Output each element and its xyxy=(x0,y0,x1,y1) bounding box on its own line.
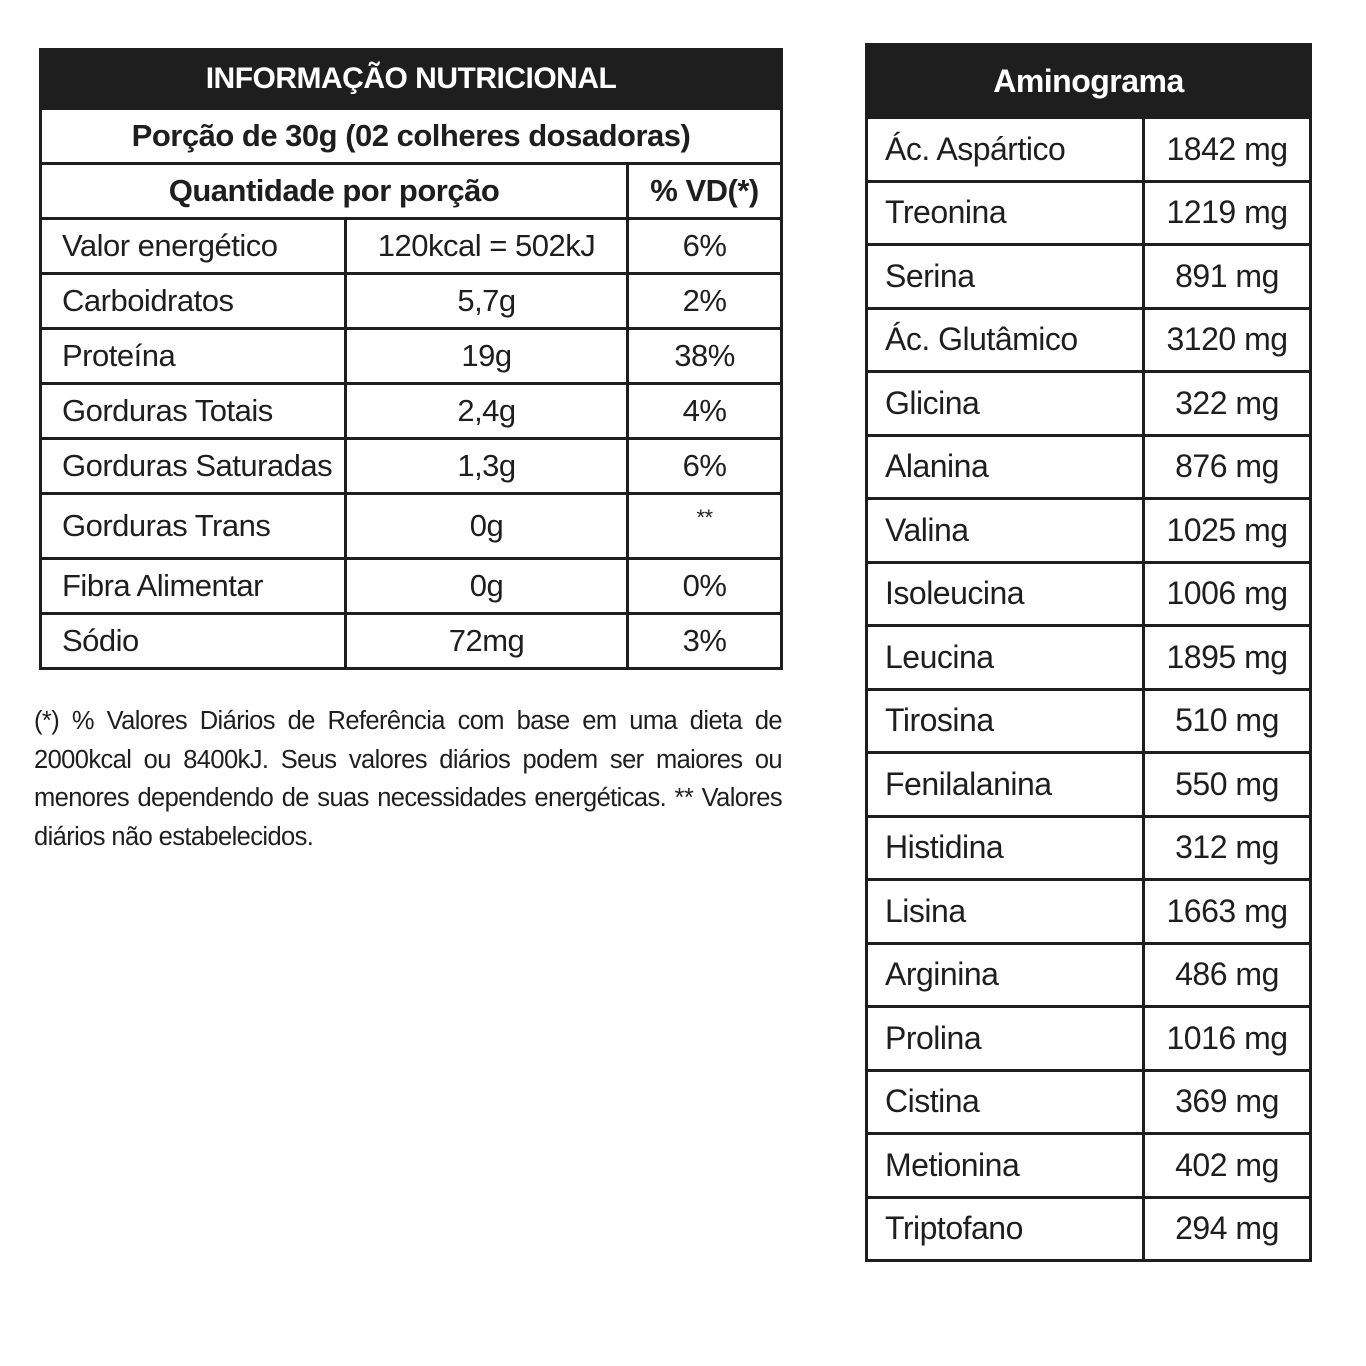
amino-name: Cistina xyxy=(867,1070,1144,1134)
amino-row xyxy=(867,1134,1311,1198)
amino-name: Triptofano xyxy=(867,1197,1144,1261)
nutrition-row xyxy=(41,384,782,439)
amino-value: 1025 mg xyxy=(1144,499,1311,563)
nutrition-row xyxy=(41,494,782,559)
header-vd: % VD(*) xyxy=(628,164,782,219)
amino-row xyxy=(867,1007,1311,1071)
nutrient-name: Gorduras Trans xyxy=(41,494,346,559)
amino-row xyxy=(867,689,1311,753)
amino-value: 1663 mg xyxy=(1144,880,1311,944)
nutrient-vd: 3% xyxy=(628,614,782,669)
amino-row xyxy=(867,372,1311,436)
nutrition-row xyxy=(41,559,782,614)
aminograma-title: Aminograma xyxy=(867,45,1311,118)
amino-value: 1842 mg xyxy=(1144,118,1311,182)
amino-value: 1016 mg xyxy=(1144,1007,1311,1071)
amino-value: 322 mg xyxy=(1144,372,1311,436)
amino-name: Alanina xyxy=(867,435,1144,499)
nutrient-amount: 0g xyxy=(346,559,628,614)
amino-name: Lisina xyxy=(867,880,1144,944)
nutrition-title-row xyxy=(41,50,782,109)
nutrient-vd: 38% xyxy=(628,329,782,384)
nutrient-amount: 1,3g xyxy=(346,439,628,494)
aminograma-panel xyxy=(865,43,1309,1262)
amino-name: Leucina xyxy=(867,626,1144,690)
nutrient-name: Gorduras Totais xyxy=(41,384,346,439)
amino-row xyxy=(867,245,1311,309)
nutrient-vd: 2% xyxy=(628,274,782,329)
nutrient-vd: 6% xyxy=(628,439,782,494)
nutrient-amount: 0g xyxy=(346,494,628,559)
amino-row xyxy=(867,943,1311,1007)
amino-name: Ác. Glutâmico xyxy=(867,308,1144,372)
nutrient-name: Valor energético xyxy=(41,219,346,274)
amino-value: 510 mg xyxy=(1144,689,1311,753)
amino-name: Tirosina xyxy=(867,689,1144,753)
amino-row xyxy=(867,880,1311,944)
nutrient-amount: 72mg xyxy=(346,614,628,669)
nutrient-amount: 19g xyxy=(346,329,628,384)
amino-name: Glicina xyxy=(867,372,1144,436)
amino-name: Metionina xyxy=(867,1134,1144,1198)
nutrition-header-row xyxy=(41,164,782,219)
amino-name: Isoleucina xyxy=(867,562,1144,626)
nutrient-name: Fibra Alimentar xyxy=(41,559,346,614)
amino-name: Arginina xyxy=(867,943,1144,1007)
nutrient-name: Carboidratos xyxy=(41,274,346,329)
amino-value: 369 mg xyxy=(1144,1070,1311,1134)
nutrition-row xyxy=(41,614,782,669)
amino-value: 312 mg xyxy=(1144,816,1311,880)
amino-name: Valina xyxy=(867,499,1144,563)
amino-row xyxy=(867,118,1311,182)
amino-row xyxy=(867,562,1311,626)
header-quantity: Quantidade por porção xyxy=(41,164,628,219)
amino-row xyxy=(867,435,1311,499)
nutrient-amount: 2,4g xyxy=(346,384,628,439)
amino-value: 891 mg xyxy=(1144,245,1311,309)
aminograma-title-row xyxy=(867,45,1311,118)
amino-row xyxy=(867,181,1311,245)
nutrition-row xyxy=(41,329,782,384)
amino-row xyxy=(867,816,1311,880)
amino-value: 294 mg xyxy=(1144,1197,1311,1261)
portion-row xyxy=(41,109,782,164)
nutrition-row xyxy=(41,439,782,494)
amino-value: 402 mg xyxy=(1144,1134,1311,1198)
nutrition-row xyxy=(41,274,782,329)
nutrition-title: INFORMAÇÃO NUTRICIONAL xyxy=(41,50,782,109)
amino-value: 1895 mg xyxy=(1144,626,1311,690)
amino-value: 486 mg xyxy=(1144,943,1311,1007)
amino-name: Treonina xyxy=(867,181,1144,245)
amino-value: 3120 mg xyxy=(1144,308,1311,372)
amino-row xyxy=(867,1070,1311,1134)
amino-value: 550 mg xyxy=(1144,753,1311,817)
nutrition-facts-panel xyxy=(39,48,780,670)
amino-value: 876 mg xyxy=(1144,435,1311,499)
amino-name: Histidina xyxy=(867,816,1144,880)
nutrition-table xyxy=(39,48,783,670)
aminograma-table xyxy=(865,43,1312,1262)
nutrient-name: Proteína xyxy=(41,329,346,384)
nutrition-footnote: (*) % Valores Diários de Referência com base em uma dieta de 2000kcal ou 8400kJ. Seus valores diários podem ser maiores ou menores dependendo de suas necessidades energéticas. ** Valores diários não estabelecidos. xyxy=(34,707,782,851)
amino-row xyxy=(867,626,1311,690)
amino-row xyxy=(867,308,1311,372)
nutrient-amount: 120kcal = 502kJ xyxy=(346,219,628,274)
nutrient-vd: ** xyxy=(628,494,782,559)
nutrient-name: Gorduras Saturadas xyxy=(41,439,346,494)
amino-value: 1006 mg xyxy=(1144,562,1311,626)
nutrient-vd: 4% xyxy=(628,384,782,439)
amino-row xyxy=(867,753,1311,817)
nutrient-vd: 6% xyxy=(628,219,782,274)
amino-name: Fenilalanina xyxy=(867,753,1144,817)
amino-value: 1219 mg xyxy=(1144,181,1311,245)
nutrient-vd: 0% xyxy=(628,559,782,614)
amino-row xyxy=(867,1197,1311,1261)
amino-row xyxy=(867,499,1311,563)
nutrition-row xyxy=(41,219,782,274)
amino-name: Prolina xyxy=(867,1007,1144,1071)
amino-name: Serina xyxy=(867,245,1144,309)
nutrient-amount: 5,7g xyxy=(346,274,628,329)
portion-label: Porção de 30g (02 colheres dosadoras) xyxy=(41,109,782,164)
amino-name: Ác. Aspártico xyxy=(867,118,1144,182)
nutrient-name: Sódio xyxy=(41,614,346,669)
